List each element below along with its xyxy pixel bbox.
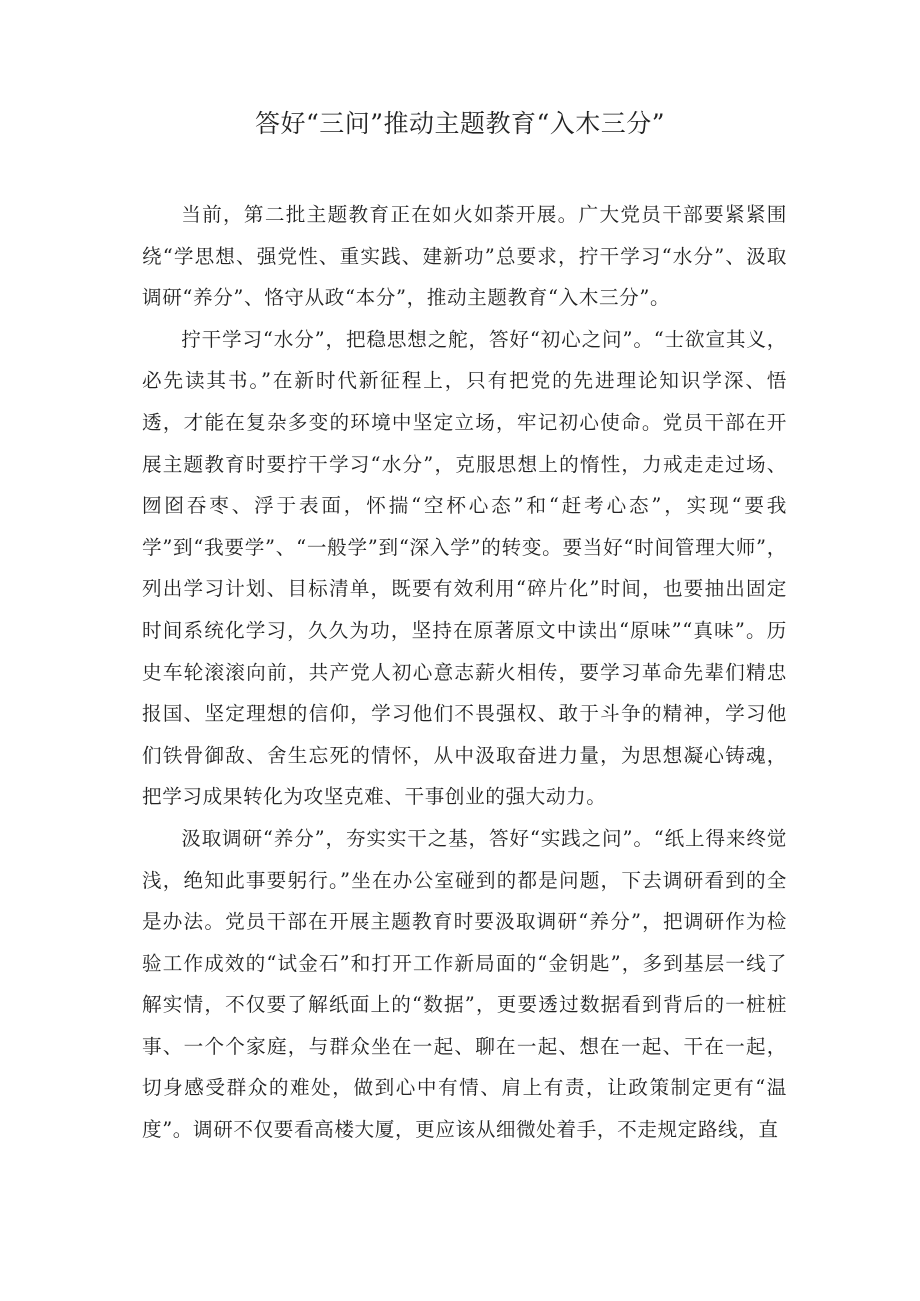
document-title: 答好“三问”推动主题教育“入木三分” (254, 109, 666, 138)
document-body (142, 194, 787, 1151)
paragraph-study: 拧干学习“水分”，把稳思想之舵，答好“初心之问”。“士欲宣其义，必先读其书。”在新时代新征程上，只有把党的先进理论知识学深、悟透，才能在复杂多变的环境中坚定立场，牢记初心使命。党员干部在开展主题教育时要拧干学习“水分”，克服思想上的惰性，力戒走走过场、囫囵吞枣、浮于表面，怀揣“空杯心态”和“赶考心态”，实现“要我学”到“我要学”、“一般学”到“深入学”的转变。要当好“时间管理大师”，列出学习计划、目标清单，既要有效利用“碎片化”时间，也要抽出固定时间系统化学习，久久为功，坚持在原著原文中读出“原味”“真味”。历史车轮滚滚向前，共产党人初心意志薪火相传，要学习革命先辈们精忠报国、坚定理想的信仰，学习他们不畏强权、敢于斗争的精神，学习他们铁骨御敌、舍生忘死的情怀，从中汲取奋进力量，为思想凝心铸魂，把学习成果转化为攻坚克难、干事创业的强大动力。 (142, 327, 787, 809)
paragraph-intro: 当前，第二批主题教育正在如火如荼开展。广大党员干部要紧紧围绕“学思想、强党性、重实践、建新功”总要求，拧干学习“水分”、汲取调研“养分”、恪守从政“本分”，推动主题教育“入木三分”。 (142, 203, 787, 310)
paragraph-research: 汲取调研“养分”，夯实实干之基，答好“实践之问”。“纸上得来终觉浅，绝知此事要躬行。”坐在办公室碰到的都是问题，下去调研看到的全是办法。党员干部在开展主题教育时要汲取调研“养分”，把调研作为检验工作成效的“试金石”和打开工作新局面的“金钥匙”，多到基层一线了解实情，不仅要了解纸面上的“数据”，更要透过数据看到背后的一桩桩事、一个个家庭，与群众坐在一起、聊在一起、想在一起、干在一起，切身感受群众的难处，做到心中有情、肩上有责，让政策制定更有“温度”。调研不仅要看高楼大厦，更应该从细微处着手，不走规定路线，直 (142, 826, 787, 1142)
